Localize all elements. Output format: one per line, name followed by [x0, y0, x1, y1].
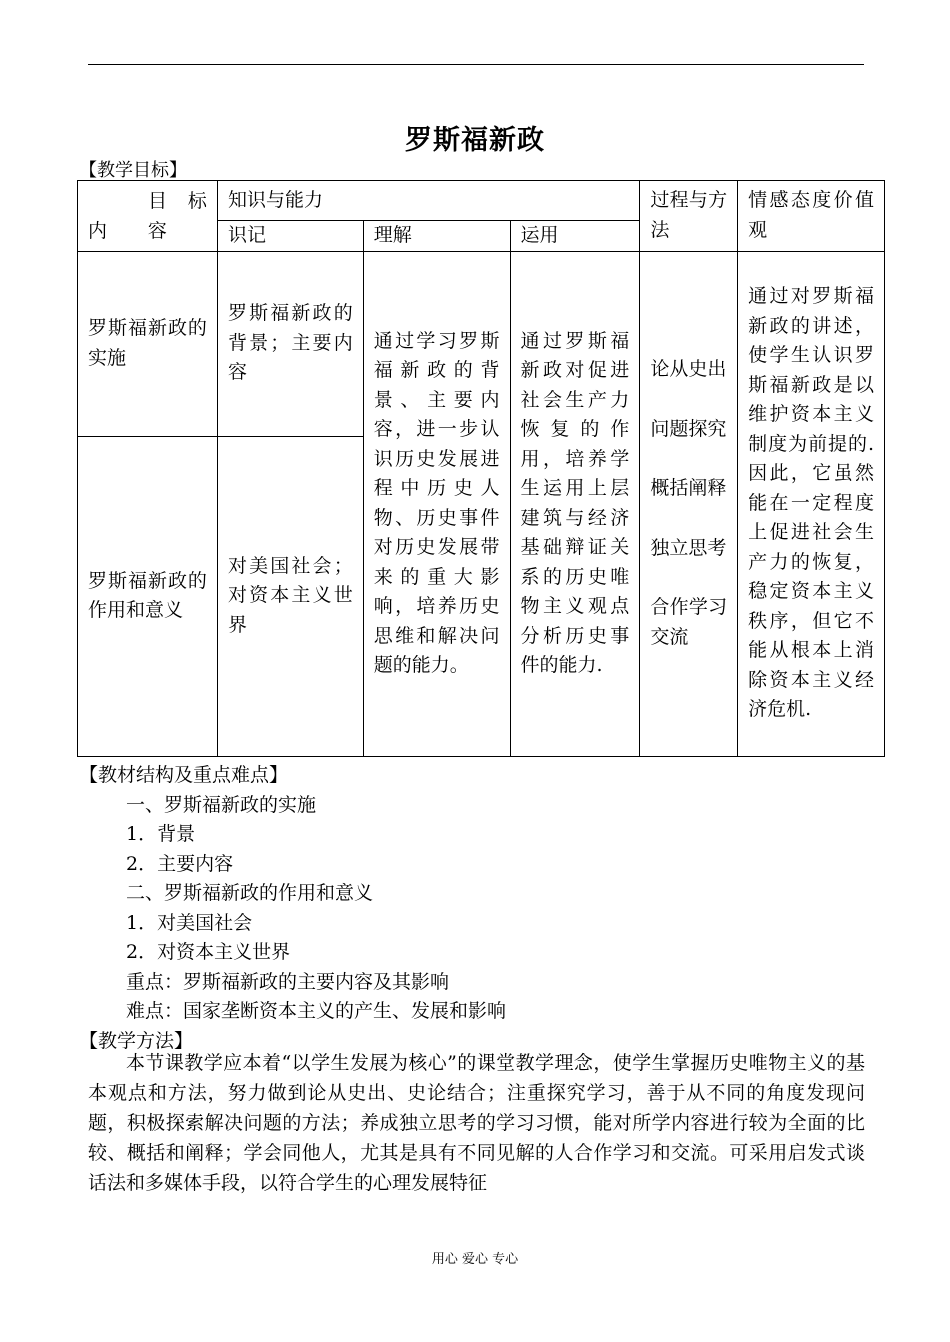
cell-emotion-values: 通过对罗斯福新政的讲述，使学生认识罗斯福新政是以维护资本主义制度为前提的.因此，它虽然能在一定程度上促进社会生产力的恢复，稳定资本主义秩序，但它不能从根本上消除资本主义经济危机.: [738, 251, 885, 756]
process-item: 论从史出: [650, 358, 727, 380]
header-understand: 理解: [363, 221, 510, 252]
cell-apply: 通过罗斯福新政对促进社会生产力恢复的作用，培养学生运用上层建筑与经济基础辩证关系的历史唯物主义观点分析历史事件的能力.: [510, 251, 640, 756]
row-recall-1: 罗斯福新政的背景；主要内容: [217, 251, 363, 436]
difficult-point: 难点：国家垄断资本主义的产生、发展和影响: [126, 1000, 507, 1022]
header-target-content: [78, 181, 218, 252]
header-knowledge: 知识与能力: [217, 181, 639, 221]
outline-item: 1．对美国社会: [126, 912, 253, 934]
method-paragraph: 本节课教学应本着“以学生发展为核心”的课堂教学理念，使学生掌握历史唯物主义的基本观点和方法，努力做到论从史出、史论结合；注重探究学习，善于从不同的角度发现问题，积极探索解决问题的方法；养成独立思考的学习习惯，能对所学内容进行较为全面的比较、概括和阐释；学会同他人，尤其是具有不同见解的人合作学习和交流。可采用启发式谈话法和多媒体手段，以符合学生的心理发展特征: [88, 1052, 865, 1194]
key-point: 重点：罗斯福新政的主要内容及其影响: [126, 971, 450, 993]
row-recall-2: 对美国社会；对资本主义世界: [217, 436, 363, 756]
section-label-goals: 【教学目标】: [79, 160, 187, 181]
header-target-line2: 内 容: [88, 219, 167, 242]
cell-process-methods: [640, 251, 738, 756]
page-footer: 用心 爱心 专心: [431, 1252, 519, 1267]
process-item: 问题探究: [650, 417, 727, 440]
section-label-structure: 【教材结构及重点难点】: [79, 764, 289, 786]
header-apply: 运用: [510, 221, 640, 252]
cell-understand: 通过学习罗斯福新政的背景、主要内容，进一步认识历史发展进程中历史人物、历史事件对历史发展带来的重大影响，培养历史思维和解决问题的能力。: [363, 251, 510, 756]
row-content-2: 罗斯福新政的作用和意义: [78, 436, 218, 756]
outline-item: 二、罗斯福新政的作用和意义: [126, 882, 374, 904]
header-process: 过程与方法: [640, 181, 738, 252]
page-title: 罗斯福新政: [405, 125, 545, 156]
section-label-method: 【教学方法】: [79, 1030, 194, 1052]
teaching-goals-table: [77, 180, 885, 757]
outline-item: 2．主要内容: [126, 853, 234, 875]
outline-item: 1．背景: [126, 823, 196, 845]
header-emotion: 情感态度价值观: [738, 181, 885, 252]
process-item: 合作学习交流: [650, 596, 728, 648]
outline-item: 一、罗斯福新政的实施: [126, 794, 317, 816]
row-content-1: 罗斯福新政的实施: [78, 251, 218, 436]
process-item: 独立思考: [650, 536, 727, 559]
process-item: 概括阐释: [650, 477, 727, 499]
header-rule: [88, 64, 864, 65]
header-recall: 识记: [217, 221, 363, 252]
outline-item: 2．对资本主义世界: [126, 941, 291, 963]
header-target-line1: 目 标: [148, 189, 207, 212]
